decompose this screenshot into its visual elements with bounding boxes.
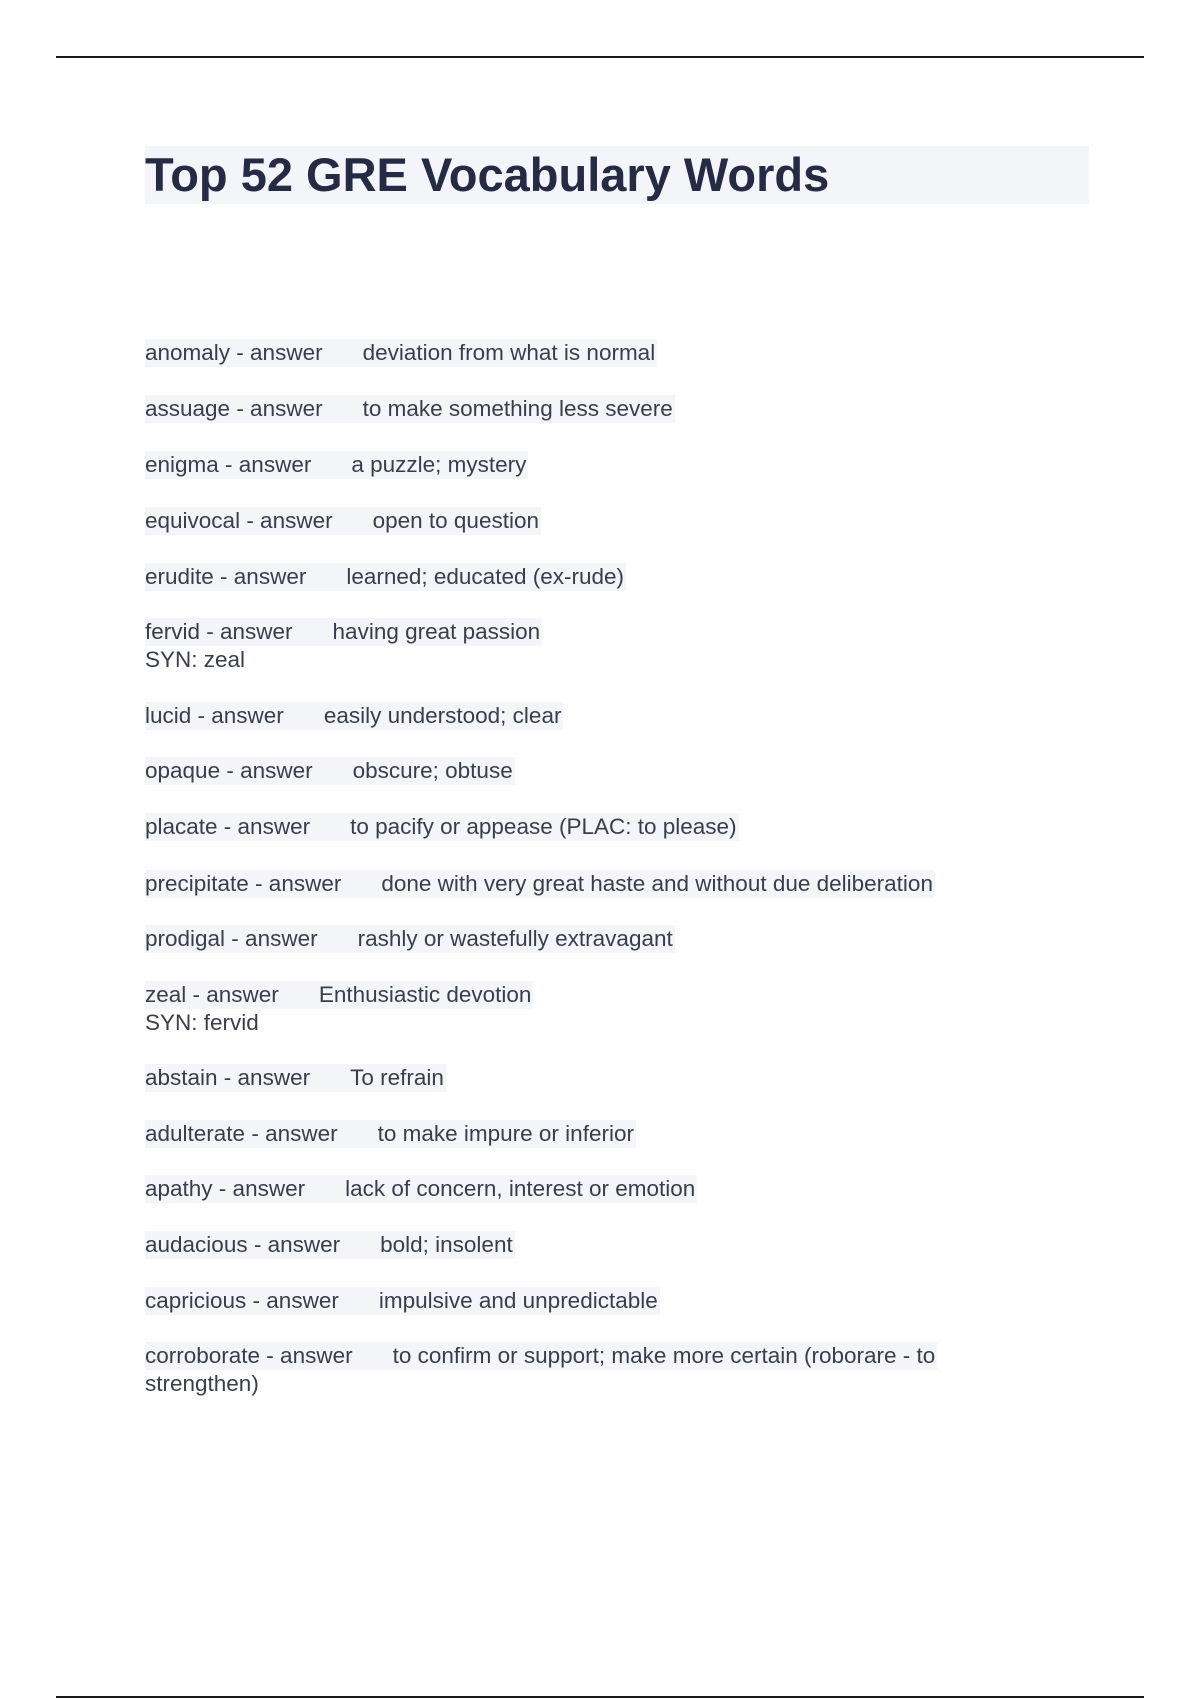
header-rule: [56, 56, 1144, 58]
list-item: [145, 618, 542, 674]
entry-term: corroborate - answer: [145, 1343, 353, 1368]
list-item: [145, 451, 528, 479]
list-item: [145, 925, 675, 953]
entry-definition: rashly or wastefully extravagant: [357, 926, 673, 951]
page-title: Top 52 GRE Vocabulary Words: [145, 148, 830, 201]
list-item: [145, 1175, 697, 1203]
list-item: [145, 813, 739, 841]
entry-definition: impulsive and unpredictable: [378, 1288, 658, 1313]
entry-term: lucid - answer: [145, 703, 284, 728]
entry-term: anomaly - answer: [145, 340, 323, 365]
list-item: [145, 870, 935, 898]
entry-definition: To refrain: [350, 1065, 444, 1090]
list-item: [145, 563, 626, 591]
entry-definition: a puzzle; mystery: [351, 452, 527, 477]
entry-definition: to make something less severe: [362, 396, 673, 421]
entry-definition: open to question: [372, 508, 539, 533]
entry-synonym: SYN: fervid: [145, 1010, 259, 1035]
entry-term: abstain - answer: [145, 1065, 311, 1090]
list-item: [145, 1287, 660, 1315]
list-item: [145, 339, 657, 367]
entry-definition: obscure; obtuse: [352, 758, 513, 783]
entry-definition: to confirm or support; make more certain (roborare - to: [392, 1343, 936, 1368]
entry-definition: easily understood; clear: [323, 703, 562, 728]
entry-definition: Enthusiastic devotion: [318, 982, 532, 1007]
entry-term: precipitate - answer: [145, 871, 342, 896]
footer-rule: [56, 1696, 1144, 1698]
entry-definition: done with very great haste and without due deliberation: [381, 871, 933, 896]
entry-synonym: SYN: zeal: [145, 647, 246, 672]
entry-term: assuage - answer: [145, 396, 323, 421]
entry-definition: bold; insolent: [380, 1232, 513, 1257]
list-item: [145, 702, 563, 730]
entry-term: erudite - answer: [145, 564, 307, 589]
list-item: [145, 395, 675, 423]
entry-definition: deviation from what is normal: [362, 340, 656, 365]
entry-term: opaque - answer: [145, 758, 313, 783]
entry-term: fervid - answer: [145, 619, 293, 644]
entry-term: apathy - answer: [145, 1176, 306, 1201]
list-item: [145, 507, 541, 535]
list-item: [145, 757, 515, 785]
entry-term: audacious - answer: [145, 1232, 341, 1257]
entry-term: adulterate - answer: [145, 1121, 338, 1146]
list-item: [145, 1064, 446, 1092]
list-item: [145, 981, 533, 1037]
entry-definition: to make impure or inferior: [377, 1121, 634, 1146]
entry-definition-continued: strengthen): [145, 1371, 259, 1396]
entry-term: zeal - answer: [145, 982, 279, 1007]
entry-definition: having great passion: [332, 619, 541, 644]
title-block: [145, 146, 1089, 204]
entry-term: enigma - answer: [145, 452, 312, 477]
list-item: [145, 1342, 937, 1398]
list-item: [145, 1231, 515, 1259]
entry-definition: to pacify or appease (PLAC: to please): [350, 814, 737, 839]
entry-term: capricious - answer: [145, 1288, 339, 1313]
list-item: [145, 1120, 636, 1148]
entry-definition: lack of concern, interest or emotion: [345, 1176, 696, 1201]
entry-term: prodigal - answer: [145, 926, 318, 951]
entry-term: placate - answer: [145, 814, 311, 839]
entry-definition: learned; educated (ex-rude): [346, 564, 624, 589]
entry-term: equivocal - answer: [145, 508, 333, 533]
